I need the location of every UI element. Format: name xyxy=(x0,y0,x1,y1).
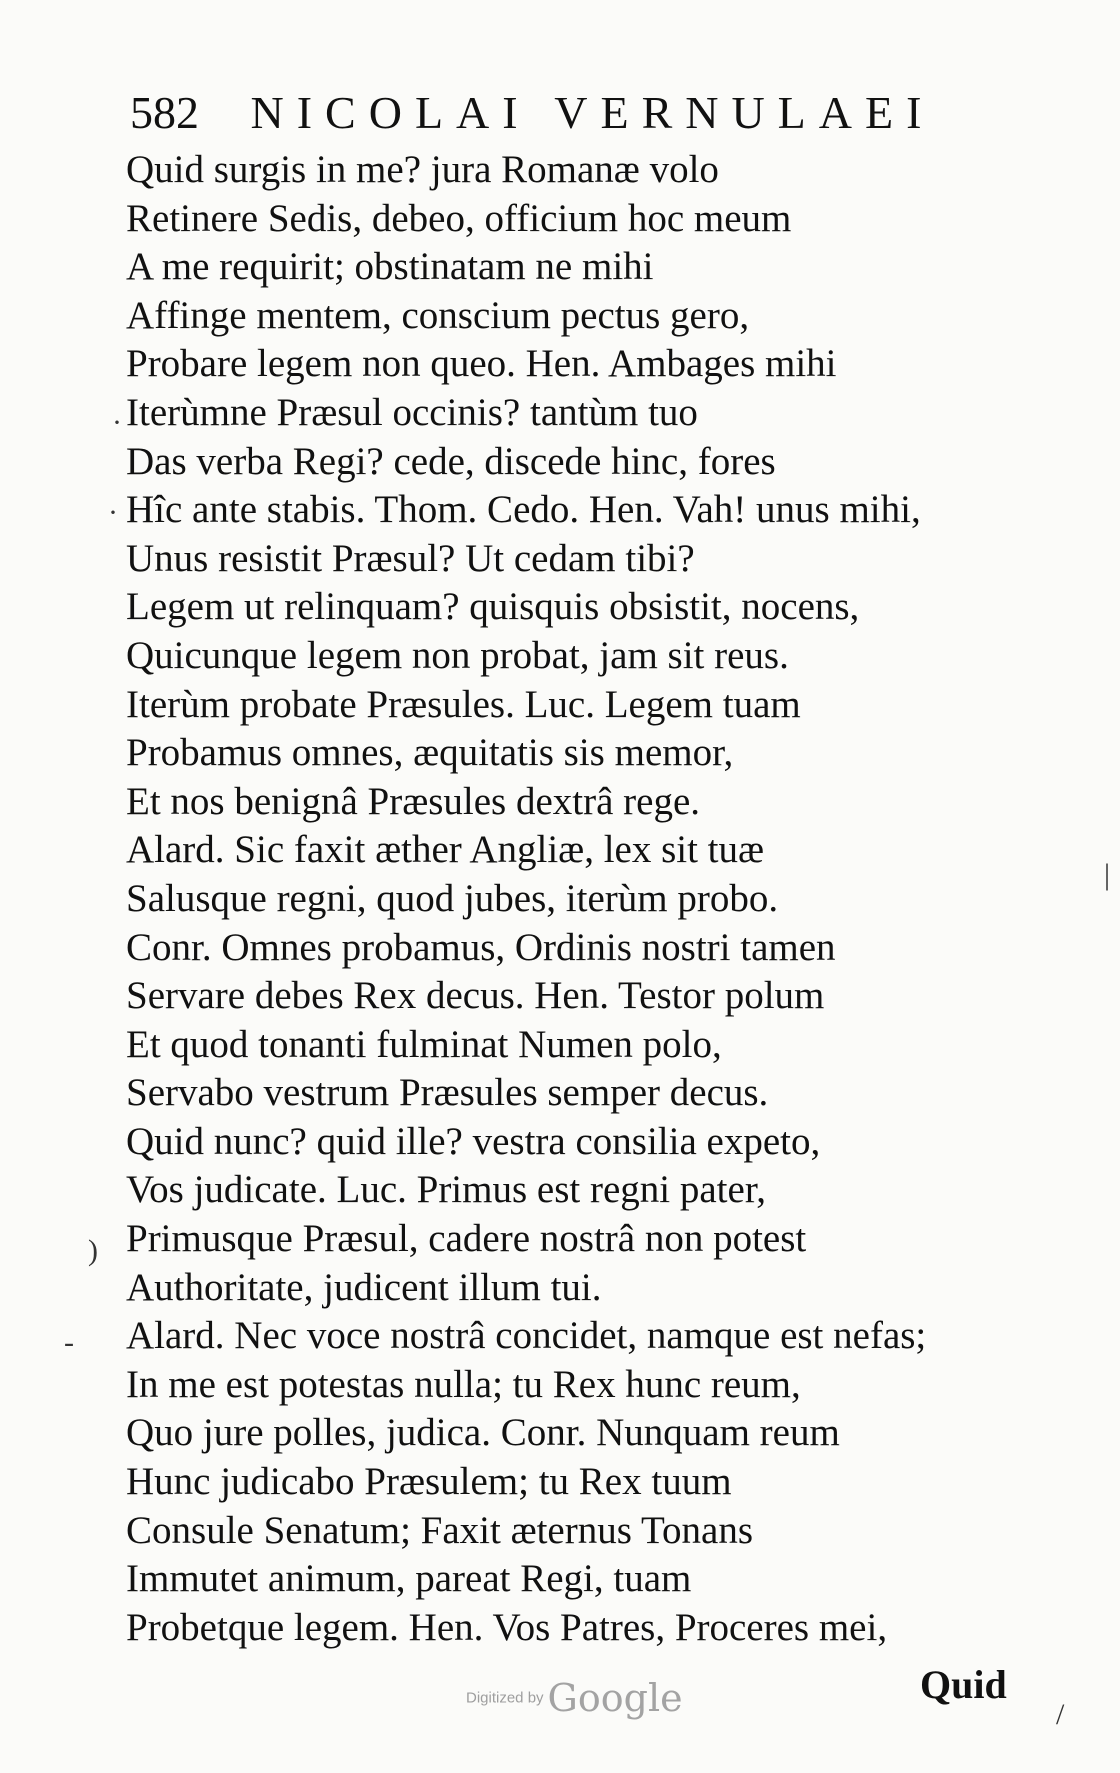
verse-line: Unus resistit Præsul? Ut cedam tibi? xyxy=(126,536,695,580)
verse-line: Hunc judicabo Præsulem; tu Rex tuum xyxy=(126,1460,732,1504)
verse-line: Et nos benignâ Præsules dextrâ rege. xyxy=(126,779,701,823)
running-title: NICOLAI VERNULAEI xyxy=(250,87,935,138)
verse-line: Alard. Sic faxit æther Angliæ, lex sit tuæ xyxy=(126,828,765,872)
verse-line: Iterùmne Præsul occinis? tantùm tuo xyxy=(126,390,698,434)
watermark-prefix: Digitized by xyxy=(466,1689,544,1707)
verse-line: Quid surgis in me? jura Romanæ volo xyxy=(126,148,719,191)
margin-speck: | xyxy=(1104,858,1111,891)
verse-line: Alard. Nec voce nostrâ concidet, namque est nefas; xyxy=(126,1314,927,1358)
digitization-watermark xyxy=(466,1676,683,1736)
verse-line: Servabo vestrum Præsules semper decus. xyxy=(126,1071,769,1115)
verse-line: Immutet animum, pareat Regi, tuam xyxy=(126,1557,692,1601)
verse-line: Vos judicate. Luc. Primus est regni pater, xyxy=(126,1168,766,1212)
margin-speck: · xyxy=(112,406,122,439)
verse-line: Consule Senatum; Faxit æternus Tonans xyxy=(126,1508,754,1552)
page-number: 582 xyxy=(130,87,199,138)
verse-line: Affinge mentem, conscium pectus gero, xyxy=(126,293,750,337)
verse-line: Probare legem non queo. Hen. Ambages mihi xyxy=(126,342,837,386)
verse-line: Probamus omnes, æquitatis sis memor, xyxy=(126,731,734,775)
margin-speck: ) xyxy=(88,1234,98,1267)
catchword: Quid xyxy=(920,1662,1007,1707)
verse-line: Probetque legem. Hen. Vos Patres, Proceres mei, xyxy=(126,1605,888,1649)
verse-line: Retinere Sedis, debeo, officium hoc meum xyxy=(126,196,792,240)
margin-speck: · xyxy=(108,496,118,529)
verse-text xyxy=(126,146,1006,1652)
verse-line: Iterùm probate Præsules. Luc. Legem tuam xyxy=(126,682,801,726)
google-logo: Google xyxy=(547,1676,683,1720)
verse-line: In me est potestas nulla; tu Rex hunc reum, xyxy=(126,1362,801,1406)
margin-speck: / xyxy=(1056,1698,1065,1731)
margin-speck: - xyxy=(64,1326,74,1359)
verse-line: Hîc ante stabis. Thom. Cedo. Hen. Vah! unus mihi, xyxy=(126,488,921,532)
verse-line: Legem ut relinquam? quisquis obsistit, nocens, xyxy=(126,585,860,629)
verse-line: Authoritate, judicent illum tui. xyxy=(126,1265,602,1309)
verse-line: Conr. Omnes probamus, Ordinis nostri tamen xyxy=(126,925,836,969)
verse-line: Quo jure polles, judica. Conr. Nunquam reum xyxy=(126,1411,840,1455)
verse-line: A me requirit; obstinatam ne mihi xyxy=(126,245,654,289)
verse-line: Salusque regni, quod jubes, iterùm probo. xyxy=(126,876,779,920)
verse-line: Quid nunc? quid ille? vestra consilia expeto, xyxy=(126,1119,821,1163)
page-header xyxy=(130,82,935,144)
verse-line: Das verba Regi? cede, discede hinc, fores xyxy=(126,439,776,483)
verse-line: Primusque Præsul, cadere nostrâ non potest xyxy=(126,1217,807,1261)
verse-line: Servare debes Rex decus. Hen. Testor polum xyxy=(126,974,825,1018)
verse-line: Quicunque legem non probat, jam sit reus. xyxy=(126,633,789,677)
verse-line: Et quod tonanti fulminat Numen polo, xyxy=(126,1022,722,1066)
